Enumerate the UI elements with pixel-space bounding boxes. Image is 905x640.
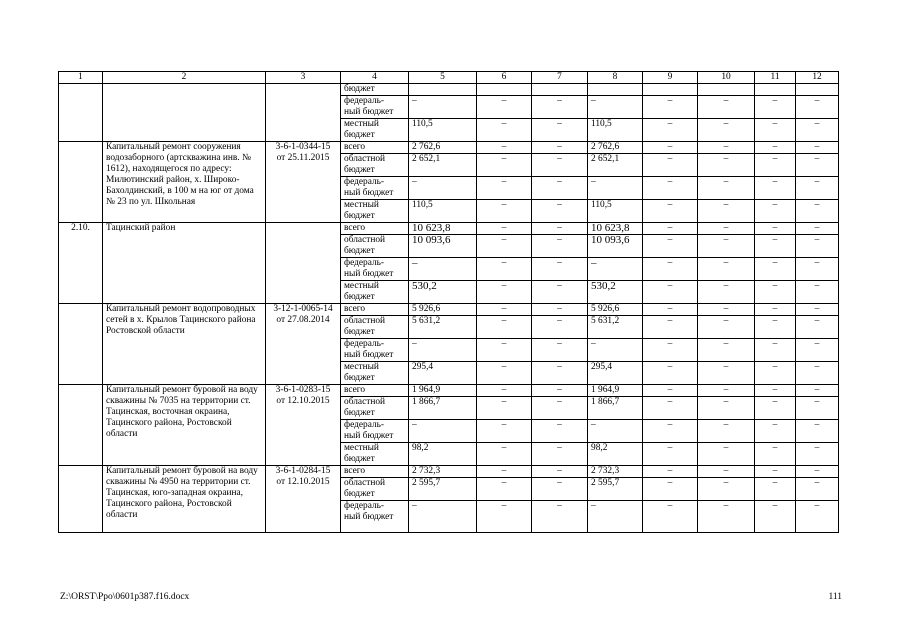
funding-source: местный бюджет	[341, 362, 409, 385]
value-cell: –	[698, 385, 755, 397]
value-cell: –	[755, 200, 796, 223]
table-body	[59, 72, 839, 533]
item-number	[59, 385, 103, 466]
value-cell: –	[477, 304, 532, 316]
value-cell: –	[698, 362, 755, 385]
value-cell: –	[796, 223, 839, 235]
funding-source: федераль- ный бюджет	[341, 177, 409, 200]
value-cell: –	[698, 316, 755, 339]
value-cell: –	[755, 466, 796, 478]
footer-file-path: Z:\ORST\Ppo\0601p387.f16.docx	[60, 592, 190, 602]
value-cell: –	[532, 200, 588, 223]
value-cell: –	[477, 385, 532, 397]
header-cell-10: 10	[698, 72, 755, 84]
table-row	[59, 466, 839, 478]
value-cell: –	[698, 119, 755, 142]
value-cell: –	[796, 154, 839, 177]
value-cell: 10 093,6	[588, 235, 643, 258]
value-cell: –	[532, 258, 588, 281]
value-cell	[477, 84, 532, 96]
value-cell: –	[643, 223, 698, 235]
value-cell: 110,5	[409, 200, 477, 223]
header-row	[59, 72, 839, 84]
project-code: 3-6-1-0284-15 от 12.10.2015	[266, 466, 341, 533]
value-cell: –	[588, 177, 643, 200]
funding-source: местный бюджет	[341, 443, 409, 466]
value-cell: –	[698, 478, 755, 501]
value-cell: 295,4	[588, 362, 643, 385]
funding-source: всего	[341, 223, 409, 235]
value-cell: –	[532, 478, 588, 501]
value-cell: –	[755, 501, 796, 533]
value-cell: 530,2	[588, 281, 643, 304]
funding-source: местный бюджет	[341, 200, 409, 223]
object-name: Капитальный ремонт буровой на воду скважины № 7035 на территории ст. Тацинская, восточная окраина, Тацинского района, Ростовской области	[103, 385, 266, 466]
value-cell: –	[643, 385, 698, 397]
value-cell: 2 595,7	[588, 478, 643, 501]
value-cell: –	[532, 466, 588, 478]
header-cell-6: 6	[477, 72, 532, 84]
value-cell: 5 926,6	[588, 304, 643, 316]
value-cell: –	[643, 443, 698, 466]
value-cell: –	[796, 258, 839, 281]
value-cell: –	[477, 258, 532, 281]
value-cell: –	[755, 362, 796, 385]
value-cell: –	[796, 281, 839, 304]
value-cell	[698, 84, 755, 96]
value-cell: 1 866,7	[588, 397, 643, 420]
value-cell: –	[755, 258, 796, 281]
value-cell: –	[698, 235, 755, 258]
value-cell: –	[755, 235, 796, 258]
value-cell: –	[698, 501, 755, 533]
funding-source: областной бюджет	[341, 154, 409, 177]
value-cell: –	[477, 142, 532, 154]
value-cell: –	[477, 420, 532, 443]
value-cell: 98,2	[588, 443, 643, 466]
value-cell: –	[643, 397, 698, 420]
value-cell: 5 631,2	[409, 316, 477, 339]
value-cell: –	[755, 223, 796, 235]
value-cell: –	[532, 96, 588, 119]
value-cell: –	[796, 443, 839, 466]
value-cell: –	[755, 478, 796, 501]
value-cell: –	[643, 142, 698, 154]
value-cell: –	[755, 420, 796, 443]
value-cell: 1 964,9	[588, 385, 643, 397]
object-name: Тацинский район	[103, 223, 266, 304]
value-cell: –	[409, 96, 477, 119]
project-code: 3-12-1-0065-14 от 27.08.2014	[266, 304, 341, 385]
value-cell: –	[409, 177, 477, 200]
value-cell: –	[409, 501, 477, 533]
value-cell: –	[796, 466, 839, 478]
value-cell: 10 623,8	[588, 223, 643, 235]
item-number	[59, 304, 103, 385]
value-cell: –	[796, 397, 839, 420]
table-row	[59, 304, 839, 316]
value-cell: –	[698, 304, 755, 316]
value-cell: –	[477, 154, 532, 177]
value-cell: –	[698, 142, 755, 154]
value-cell	[755, 84, 796, 96]
value-cell	[588, 84, 643, 96]
header-cell-12: 12	[796, 72, 839, 84]
value-cell: –	[796, 142, 839, 154]
value-cell: –	[796, 501, 839, 533]
value-cell: 530,2	[409, 281, 477, 304]
value-cell: 2 652,1	[588, 154, 643, 177]
value-cell: –	[755, 397, 796, 420]
budget-table	[58, 71, 839, 533]
table-row	[59, 223, 839, 235]
value-cell: –	[755, 142, 796, 154]
value-cell: 10 623,8	[409, 223, 477, 235]
value-cell: –	[477, 177, 532, 200]
value-cell: –	[477, 339, 532, 362]
funding-source: бюджет	[341, 84, 409, 96]
value-cell	[796, 84, 839, 96]
value-cell: –	[796, 316, 839, 339]
value-cell: –	[532, 154, 588, 177]
value-cell: –	[698, 200, 755, 223]
value-cell: –	[588, 420, 643, 443]
value-cell: –	[643, 339, 698, 362]
value-cell: –	[532, 420, 588, 443]
value-cell: –	[643, 96, 698, 119]
value-cell: –	[532, 501, 588, 533]
value-cell: –	[755, 177, 796, 200]
header-cell-9: 9	[643, 72, 698, 84]
value-cell: –	[532, 316, 588, 339]
value-cell: –	[643, 478, 698, 501]
value-cell: –	[477, 281, 532, 304]
value-cell: –	[796, 304, 839, 316]
value-cell: –	[796, 177, 839, 200]
funding-source: федераль- ный бюджет	[341, 258, 409, 281]
value-cell: 295,4	[409, 362, 477, 385]
value-cell: –	[532, 304, 588, 316]
value-cell: –	[532, 281, 588, 304]
value-cell: –	[532, 397, 588, 420]
value-cell: –	[643, 200, 698, 223]
value-cell: –	[755, 304, 796, 316]
value-cell: 2 762,6	[409, 142, 477, 154]
value-cell: –	[796, 200, 839, 223]
table-row	[59, 142, 839, 154]
value-cell: 2 595,7	[409, 478, 477, 501]
value-cell: –	[643, 316, 698, 339]
funding-source: федераль- ный бюджет	[341, 339, 409, 362]
funding-source: федераль- ный бюджет	[341, 420, 409, 443]
value-cell: 1 964,9	[409, 385, 477, 397]
value-cell: 2 652,1	[409, 154, 477, 177]
value-cell: –	[532, 119, 588, 142]
value-cell: –	[796, 478, 839, 501]
value-cell: 2 732,3	[588, 466, 643, 478]
value-cell: –	[588, 339, 643, 362]
project-code	[266, 84, 341, 142]
value-cell: –	[643, 281, 698, 304]
value-cell: –	[409, 258, 477, 281]
value-cell: –	[796, 362, 839, 385]
value-cell: –	[477, 119, 532, 142]
object-name: Капитальный ремонт буровой на воду скважины № 4950 на территории ст. Тацинская, юго-западная окраина, Тацинского района, Ростовской области	[103, 466, 266, 533]
funding-source: федераль- ный бюджет	[341, 501, 409, 533]
project-code	[266, 223, 341, 304]
value-cell: –	[698, 466, 755, 478]
value-cell: –	[755, 119, 796, 142]
value-cell: –	[643, 466, 698, 478]
value-cell: 10 093,6	[409, 235, 477, 258]
value-cell: –	[755, 96, 796, 119]
value-cell: –	[477, 200, 532, 223]
item-number	[59, 466, 103, 533]
value-cell: –	[477, 443, 532, 466]
value-cell: –	[796, 96, 839, 119]
value-cell: –	[755, 385, 796, 397]
value-cell: –	[532, 339, 588, 362]
object-name: Капитальный ремонт сооружения водозаборного (артскважина инв. № 1612), находящегося по адресу: Милютинский район, х. Широко-Бахолдинский, в 100 м на юг от дома № 23 по ул. Школьная	[103, 142, 266, 223]
funding-source: областной бюджет	[341, 316, 409, 339]
value-cell: –	[643, 154, 698, 177]
value-cell: 110,5	[588, 200, 643, 223]
value-cell: –	[643, 420, 698, 443]
value-cell: –	[755, 281, 796, 304]
value-cell: –	[532, 223, 588, 235]
funding-source: областной бюджет	[341, 397, 409, 420]
item-number	[59, 142, 103, 223]
value-cell: –	[477, 397, 532, 420]
value-cell: –	[532, 177, 588, 200]
value-cell: –	[532, 142, 588, 154]
value-cell: –	[755, 316, 796, 339]
header-cell-7: 7	[532, 72, 588, 84]
value-cell: –	[698, 420, 755, 443]
value-cell: –	[796, 385, 839, 397]
project-code: 3-6-1-0283-15 от 12.10.2015	[266, 385, 341, 466]
value-cell: –	[698, 154, 755, 177]
value-cell: 110,5	[409, 119, 477, 142]
value-cell: –	[755, 154, 796, 177]
table-row	[59, 84, 839, 96]
header-cell-2: 2	[103, 72, 266, 84]
value-cell: 5 631,2	[588, 316, 643, 339]
value-cell: –	[477, 316, 532, 339]
item-number: 2.10.	[59, 223, 103, 304]
header-cell-3: 3	[266, 72, 341, 84]
value-cell: –	[796, 339, 839, 362]
project-code: 3-6-1-0344-15 от 25.11.2015	[266, 142, 341, 223]
value-cell	[409, 84, 477, 96]
value-cell: –	[532, 443, 588, 466]
value-cell: 5 926,6	[409, 304, 477, 316]
value-cell: –	[409, 420, 477, 443]
object-name	[103, 84, 266, 142]
value-cell: –	[698, 177, 755, 200]
value-cell: –	[477, 223, 532, 235]
value-cell	[532, 84, 588, 96]
value-cell: –	[588, 258, 643, 281]
value-cell: –	[698, 258, 755, 281]
value-cell: –	[477, 235, 532, 258]
funding-source: всего	[341, 385, 409, 397]
value-cell	[643, 84, 698, 96]
value-cell: –	[698, 223, 755, 235]
value-cell: –	[409, 339, 477, 362]
funding-source: местный бюджет	[341, 119, 409, 142]
value-cell: –	[588, 501, 643, 533]
value-cell: –	[643, 362, 698, 385]
value-cell: –	[532, 235, 588, 258]
value-cell: –	[643, 501, 698, 533]
value-cell: 110,5	[588, 119, 643, 142]
value-cell: –	[796, 420, 839, 443]
item-number	[59, 84, 103, 142]
funding-source: всего	[341, 466, 409, 478]
value-cell: –	[643, 119, 698, 142]
value-cell: –	[532, 385, 588, 397]
funding-source: областной бюджет	[341, 478, 409, 501]
funding-source: федераль- ный бюджет	[341, 96, 409, 119]
funding-source: местный бюджет	[341, 281, 409, 304]
value-cell: –	[477, 96, 532, 119]
value-cell: –	[698, 339, 755, 362]
value-cell: –	[588, 96, 643, 119]
funding-source: областной бюджет	[341, 235, 409, 258]
header-cell-4: 4	[341, 72, 409, 84]
object-name: Капитальный ремонт водопроводных сетей в х. Крылов Тацинского района Ростовской области	[103, 304, 266, 385]
value-cell: 98,2	[409, 443, 477, 466]
value-cell: –	[643, 258, 698, 281]
value-cell: –	[698, 443, 755, 466]
value-cell: –	[477, 362, 532, 385]
value-cell: –	[698, 397, 755, 420]
header-cell-11: 11	[755, 72, 796, 84]
value-cell: –	[477, 466, 532, 478]
funding-source: всего	[341, 142, 409, 154]
value-cell: –	[643, 304, 698, 316]
value-cell: 1 866,7	[409, 397, 477, 420]
value-cell: –	[643, 177, 698, 200]
value-cell: –	[796, 235, 839, 258]
table-row	[59, 385, 839, 397]
value-cell: –	[532, 362, 588, 385]
value-cell: –	[643, 235, 698, 258]
value-cell: –	[698, 96, 755, 119]
value-cell: –	[477, 501, 532, 533]
page-number: 111	[828, 592, 842, 602]
value-cell: –	[477, 478, 532, 501]
value-cell: –	[796, 119, 839, 142]
header-cell-8: 8	[588, 72, 643, 84]
header-cell-5: 5	[409, 72, 477, 84]
value-cell: 2 762,6	[588, 142, 643, 154]
funding-source: всего	[341, 304, 409, 316]
value-cell: 2 732,3	[409, 466, 477, 478]
header-cell-1: 1	[59, 72, 103, 84]
value-cell: –	[698, 281, 755, 304]
value-cell: –	[755, 339, 796, 362]
value-cell: –	[755, 443, 796, 466]
